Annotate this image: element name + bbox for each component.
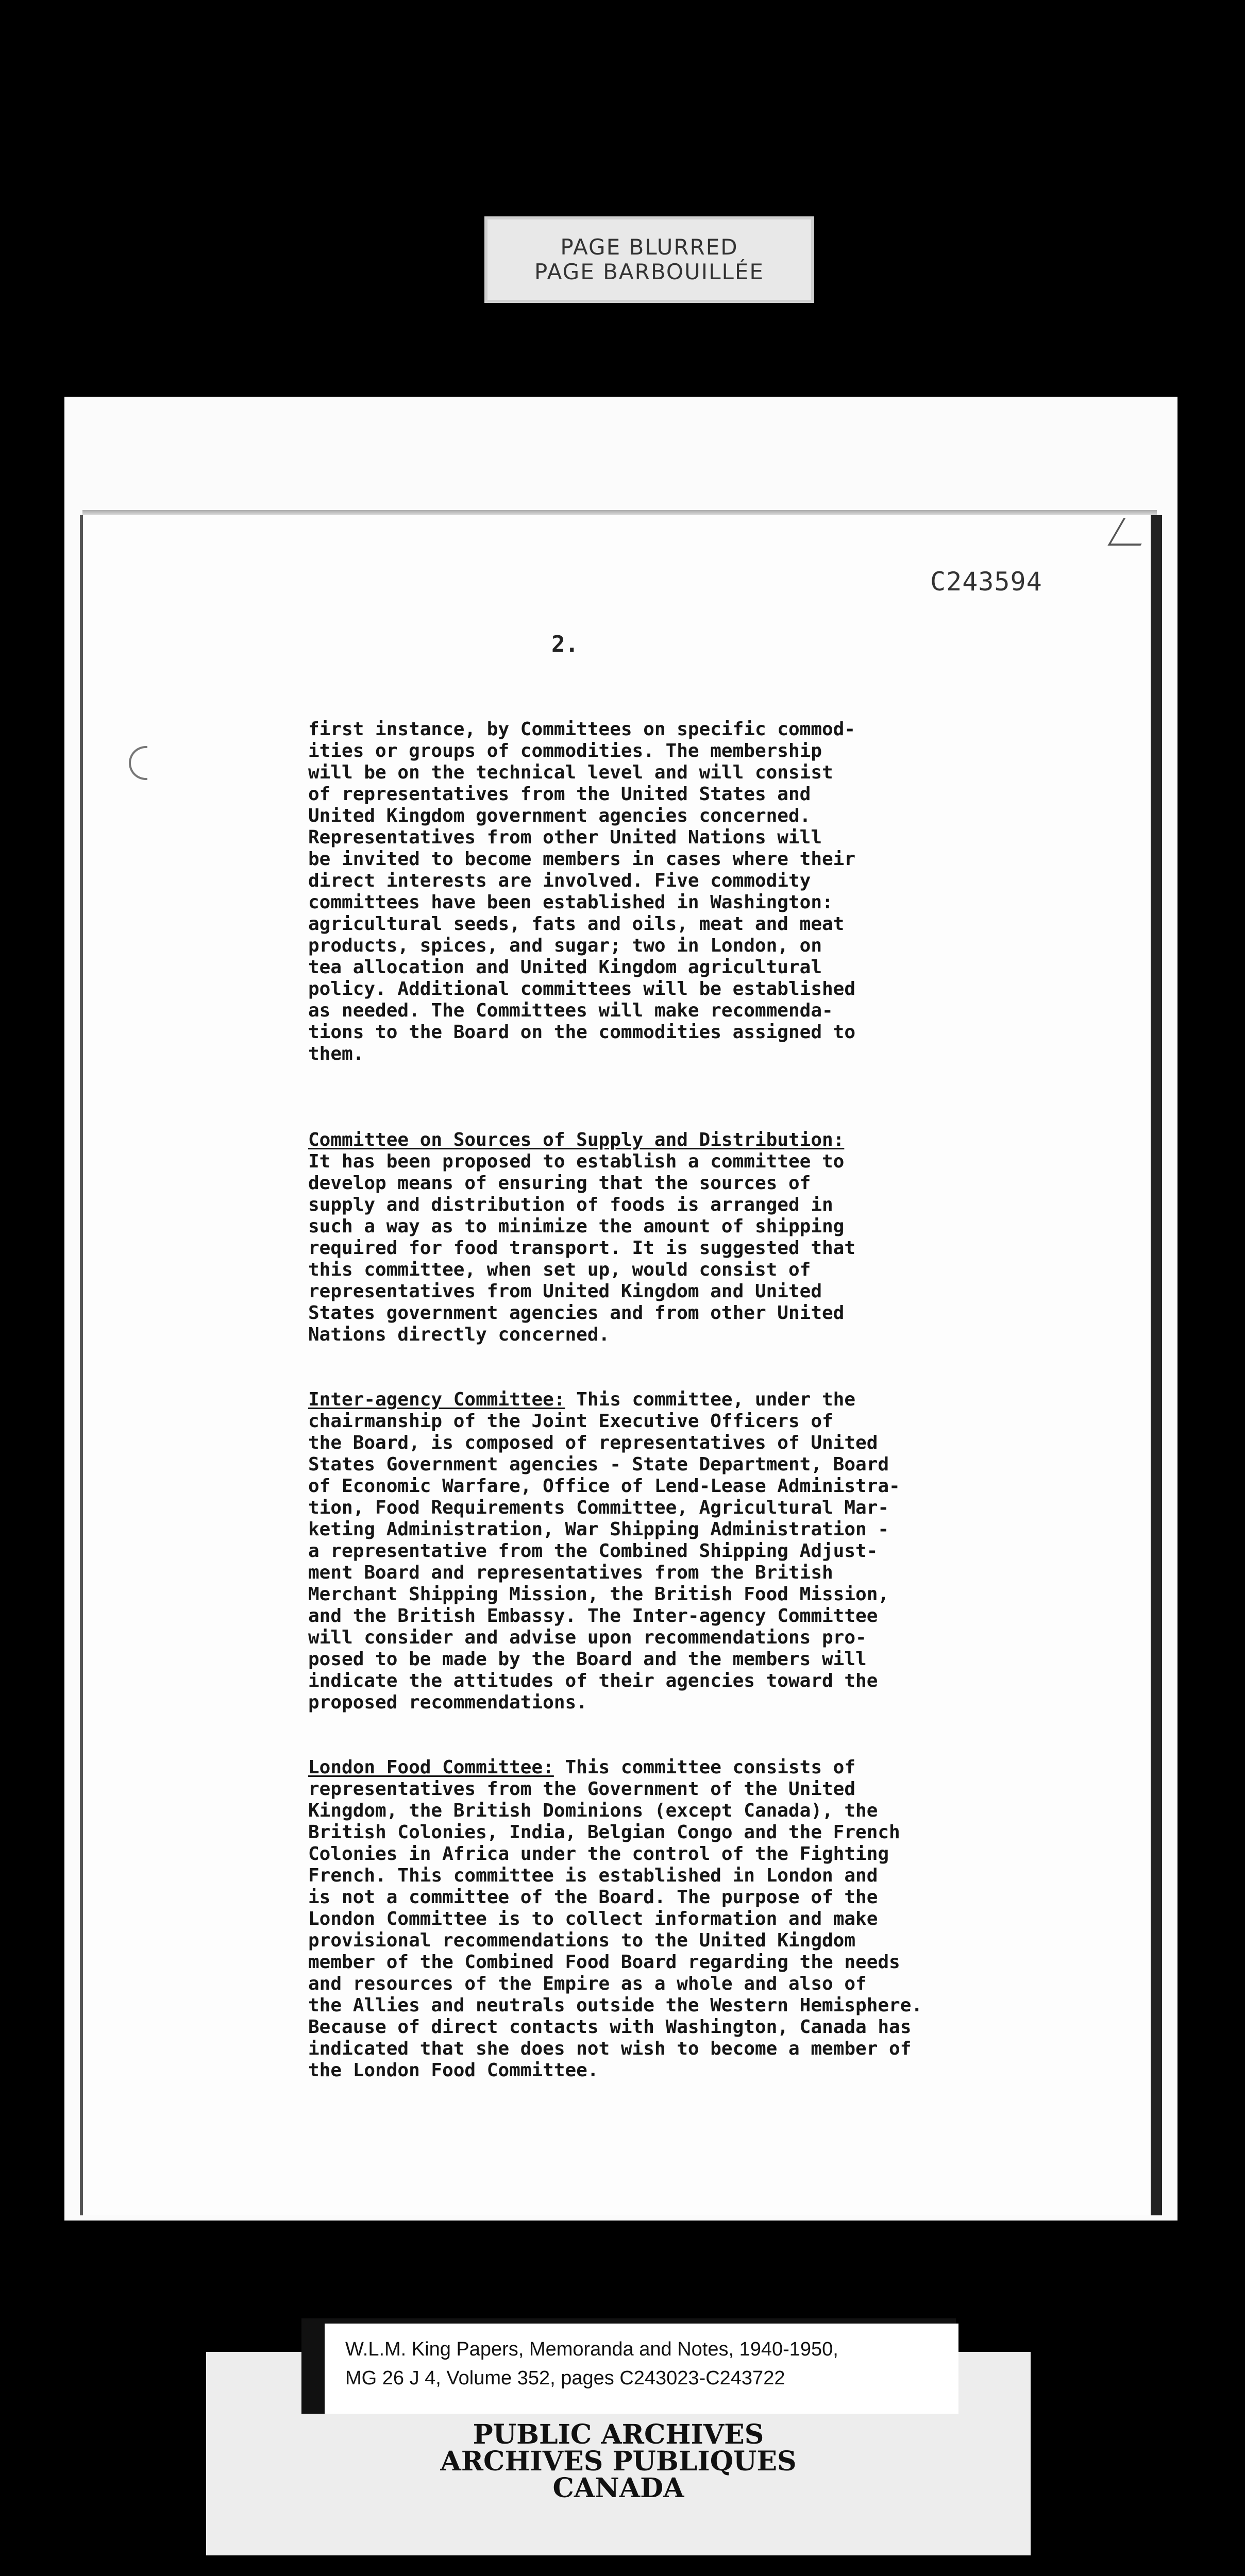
paragraph-commodity-committees <box>308 719 1040 1065</box>
page-top-edge <box>82 510 1157 515</box>
page-blurred-label-en: PAGE BLURRED <box>560 234 738 260</box>
public-archives-stamp <box>206 2421 1031 2502</box>
archives-line-fr: ARCHIVES PUBLIQUES <box>440 2446 797 2477</box>
paragraph-sources-supply <box>308 1129 1040 1346</box>
paragraph-text: It has been proposed to establish a committee to develop means of ensuring that the sources of supply and distribution of foods is arranged in such a way as to minimize the amount of shipping required for food transport. It is suggested that this committee, when set up, would consist of representatives from United Kingdom and United States government agencies and from other United Nations directly concerned. <box>308 1151 856 1345</box>
archives-line-country: CANADA <box>552 2472 684 2504</box>
paragraph-inter-agency <box>308 1389 1040 1714</box>
document-number: C243594 <box>930 567 1042 597</box>
paragraph-text: This committee consists of representatives from the Government of the United Kingdom, the British Dominions (except Canada), the British Colonies, India, Belgian Congo and the French Colonies in Africa under the control of the Fighting French. This committee is established in London and is not a committee of the Board. The purpose of the London Committee is to collect information and make provisional recommendations to the United Kingdom member of the Combined Food Board regarding the needs and resources of the Empire as a whole and also of the Allies and neutrals outside the Western Hemisphere. Because of direct contacts with Washington, Canada has indicated that she does not wish to become a member of the London Food Committee. <box>308 1757 923 2081</box>
paragraph-text: first instance, by Committees on specific commod- ities or groups of commodities. The membership will be on the technical level and will consist of representatives from the United States and United Kingdom government agencies concerned. Representatives from other United Nations will be invited to become members in cases where their direct interests are involved. Five commodity committees have been established in Washington: agricultural seeds, fats and oils, meat and meat products, spices, and sugar; two in London, on tea allocation and United Kingdom agricultural policy. Additional committees will be established as needed. The Committees will make recommenda- tions to the Board on the commodities assigned to them. <box>308 719 856 1064</box>
paragraph-heading: Committee on Sources of Supply and Distribution: <box>308 1129 845 1150</box>
page-blurred-label <box>484 216 814 303</box>
paragraph-london-food <box>308 1757 1040 2081</box>
page-number: 2. <box>551 631 579 657</box>
citation-line-1: W.L.M. King Papers, Memoranda and Notes, 1940-1950, <box>345 2338 838 2360</box>
document-body <box>308 719 1040 2125</box>
page-blurred-label-fr: PAGE BARBOUILLÉE <box>534 259 764 284</box>
paragraph-heading: Inter-agency Committee: <box>308 1389 565 1410</box>
citation-caption <box>325 2324 958 2414</box>
paragraph-heading: London Food Committee: <box>308 1757 554 1778</box>
archives-line-en: PUBLIC ARCHIVES <box>473 2419 764 2450</box>
citation-line-2: MG 26 J 4, Volume 352, pages C243023-C243722 <box>345 2367 785 2389</box>
paragraph-text: This committee, under the chairmanship of the Joint Executive Officers of the Board, is composed of representatives of United States Government agencies - State Department, Board of Economic Warfare, Office of Lend-Lease Administra- tion, Food Requirements Committee, Agricultural Mar- keting Administration, War Shipping Administration - a representative from the Combined Shipping Adjust- ment Board and representatives from the British Merchant Shipping Mission, the British Food Mission, and the British Embassy. The Inter-agency Committee will consider and advise upon recommendations pro- posed to be made by the Board and the members will indicate the attitudes of their agencies toward the proposed recommendations. <box>308 1389 900 1713</box>
